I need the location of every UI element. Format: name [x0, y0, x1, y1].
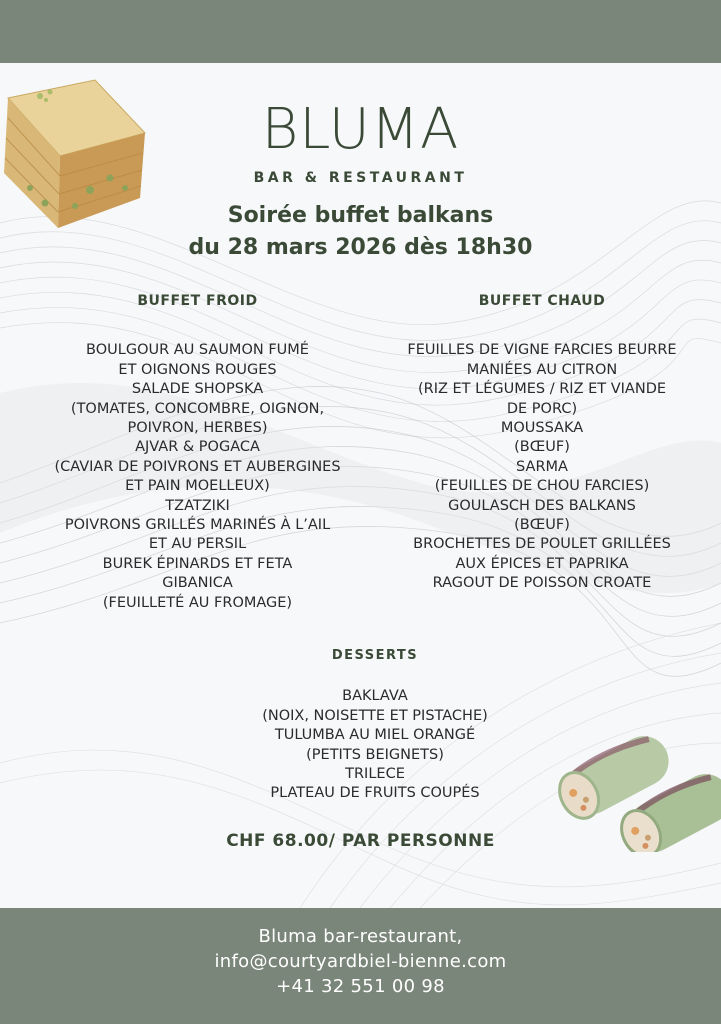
menu-line: PLATEAU DE FRUITS COUPÉS: [270, 785, 480, 802]
menu-line: (FEUILLES DE CHOU FARCIES): [434, 478, 650, 495]
menu-line: (RIZ ET LÉGUMES / RIZ ET VIANDE: [417, 381, 667, 398]
desserts-section: [200, 646, 550, 804]
event-title-line-2: du 28 mars 2026 dès 18h30: [188, 235, 533, 260]
event-title: [0, 200, 721, 264]
menu-line: AJVAR & POGACA: [135, 439, 260, 456]
price-per-person: CHF 68.00/ PAR PERSONNE: [226, 831, 495, 851]
menu-line: TULUMBA AU MIEL ORANGÉ: [274, 727, 476, 744]
menu-line: RAGOUT DE POISSON CROATE: [432, 575, 652, 592]
menu-line: GOULASCH DES BALKANS: [448, 497, 636, 514]
buffet-froid-section: [20, 292, 375, 613]
menu-line: TZATZIKI: [165, 497, 230, 514]
menu-line: (NOIX, NOISETTE ET PISTACHE): [262, 707, 488, 724]
contact-phone: +41 32 551 00 98: [276, 976, 445, 997]
menu-line: BAKLAVA: [342, 688, 408, 705]
menu-line: (TOMATES, CONCOMBRE, OIGNON,: [70, 400, 325, 417]
menu-line: TRILECE: [345, 766, 405, 783]
buffet-chaud-section: [372, 292, 712, 594]
buffet-froid-title: BUFFET FROID: [137, 293, 258, 309]
menu-line: SALADE SHOPSKA: [131, 381, 264, 398]
brand-logo: BLUMA: [261, 97, 460, 162]
top-band: [0, 0, 721, 63]
menu-line: POIVRON, HERBES): [127, 420, 268, 437]
menu-line: FEUILLES DE VIGNE FARCIES BEURRE: [407, 342, 677, 359]
contact-footer: [0, 908, 721, 1024]
contact-email: info@courtyardbiel-bienne.com: [214, 951, 507, 972]
menu-line: GIBANICA: [162, 575, 233, 592]
menu-line: SARMA: [516, 458, 568, 475]
menu-line: AUX ÉPICES ET PAPRIKA: [455, 555, 629, 572]
menu-line: MANIÉES AU CITRON: [466, 361, 618, 378]
menu-line: BROCHETTES DE POULET GRILLÉES: [413, 536, 671, 553]
menu-line: (BŒUF): [514, 517, 570, 534]
buffet-chaud-title: BUFFET CHAUD: [478, 293, 606, 309]
brand-tagline: BAR & RESTAURANT: [253, 170, 468, 186]
menu-line: POIVRONS GRILLÉS MARINÉS À L’AIL: [64, 517, 331, 534]
menu-line: ET AU PERSIL: [148, 536, 247, 553]
event-title-line-1: Soirée buffet balkans: [227, 203, 494, 228]
menu-line: DE PORC): [506, 400, 578, 417]
contact-name: Bluma bar-restaurant,: [258, 926, 463, 947]
desserts-title: DESSERTS: [331, 648, 419, 663]
menu-line: ET PAIN MOELLEUX): [125, 478, 270, 495]
menu-line: MOUSSAKA: [500, 420, 584, 437]
menu-line: (CAVIAR DE POIVRONS ET AUBERGINES: [54, 458, 341, 475]
menu-line: (PETITS BEIGNETS): [306, 746, 444, 763]
menu-line: (FEUILLETÉ AU FROMAGE): [102, 594, 293, 611]
menu-line: BOULGOUR AU SAUMON FUMÉ: [86, 342, 309, 359]
menu-line: BUREK ÉPINARDS ET FETA: [102, 555, 293, 572]
menu-line: ET OIGNONS ROUGES: [118, 361, 277, 378]
menu-line: (BŒUF): [514, 439, 570, 456]
